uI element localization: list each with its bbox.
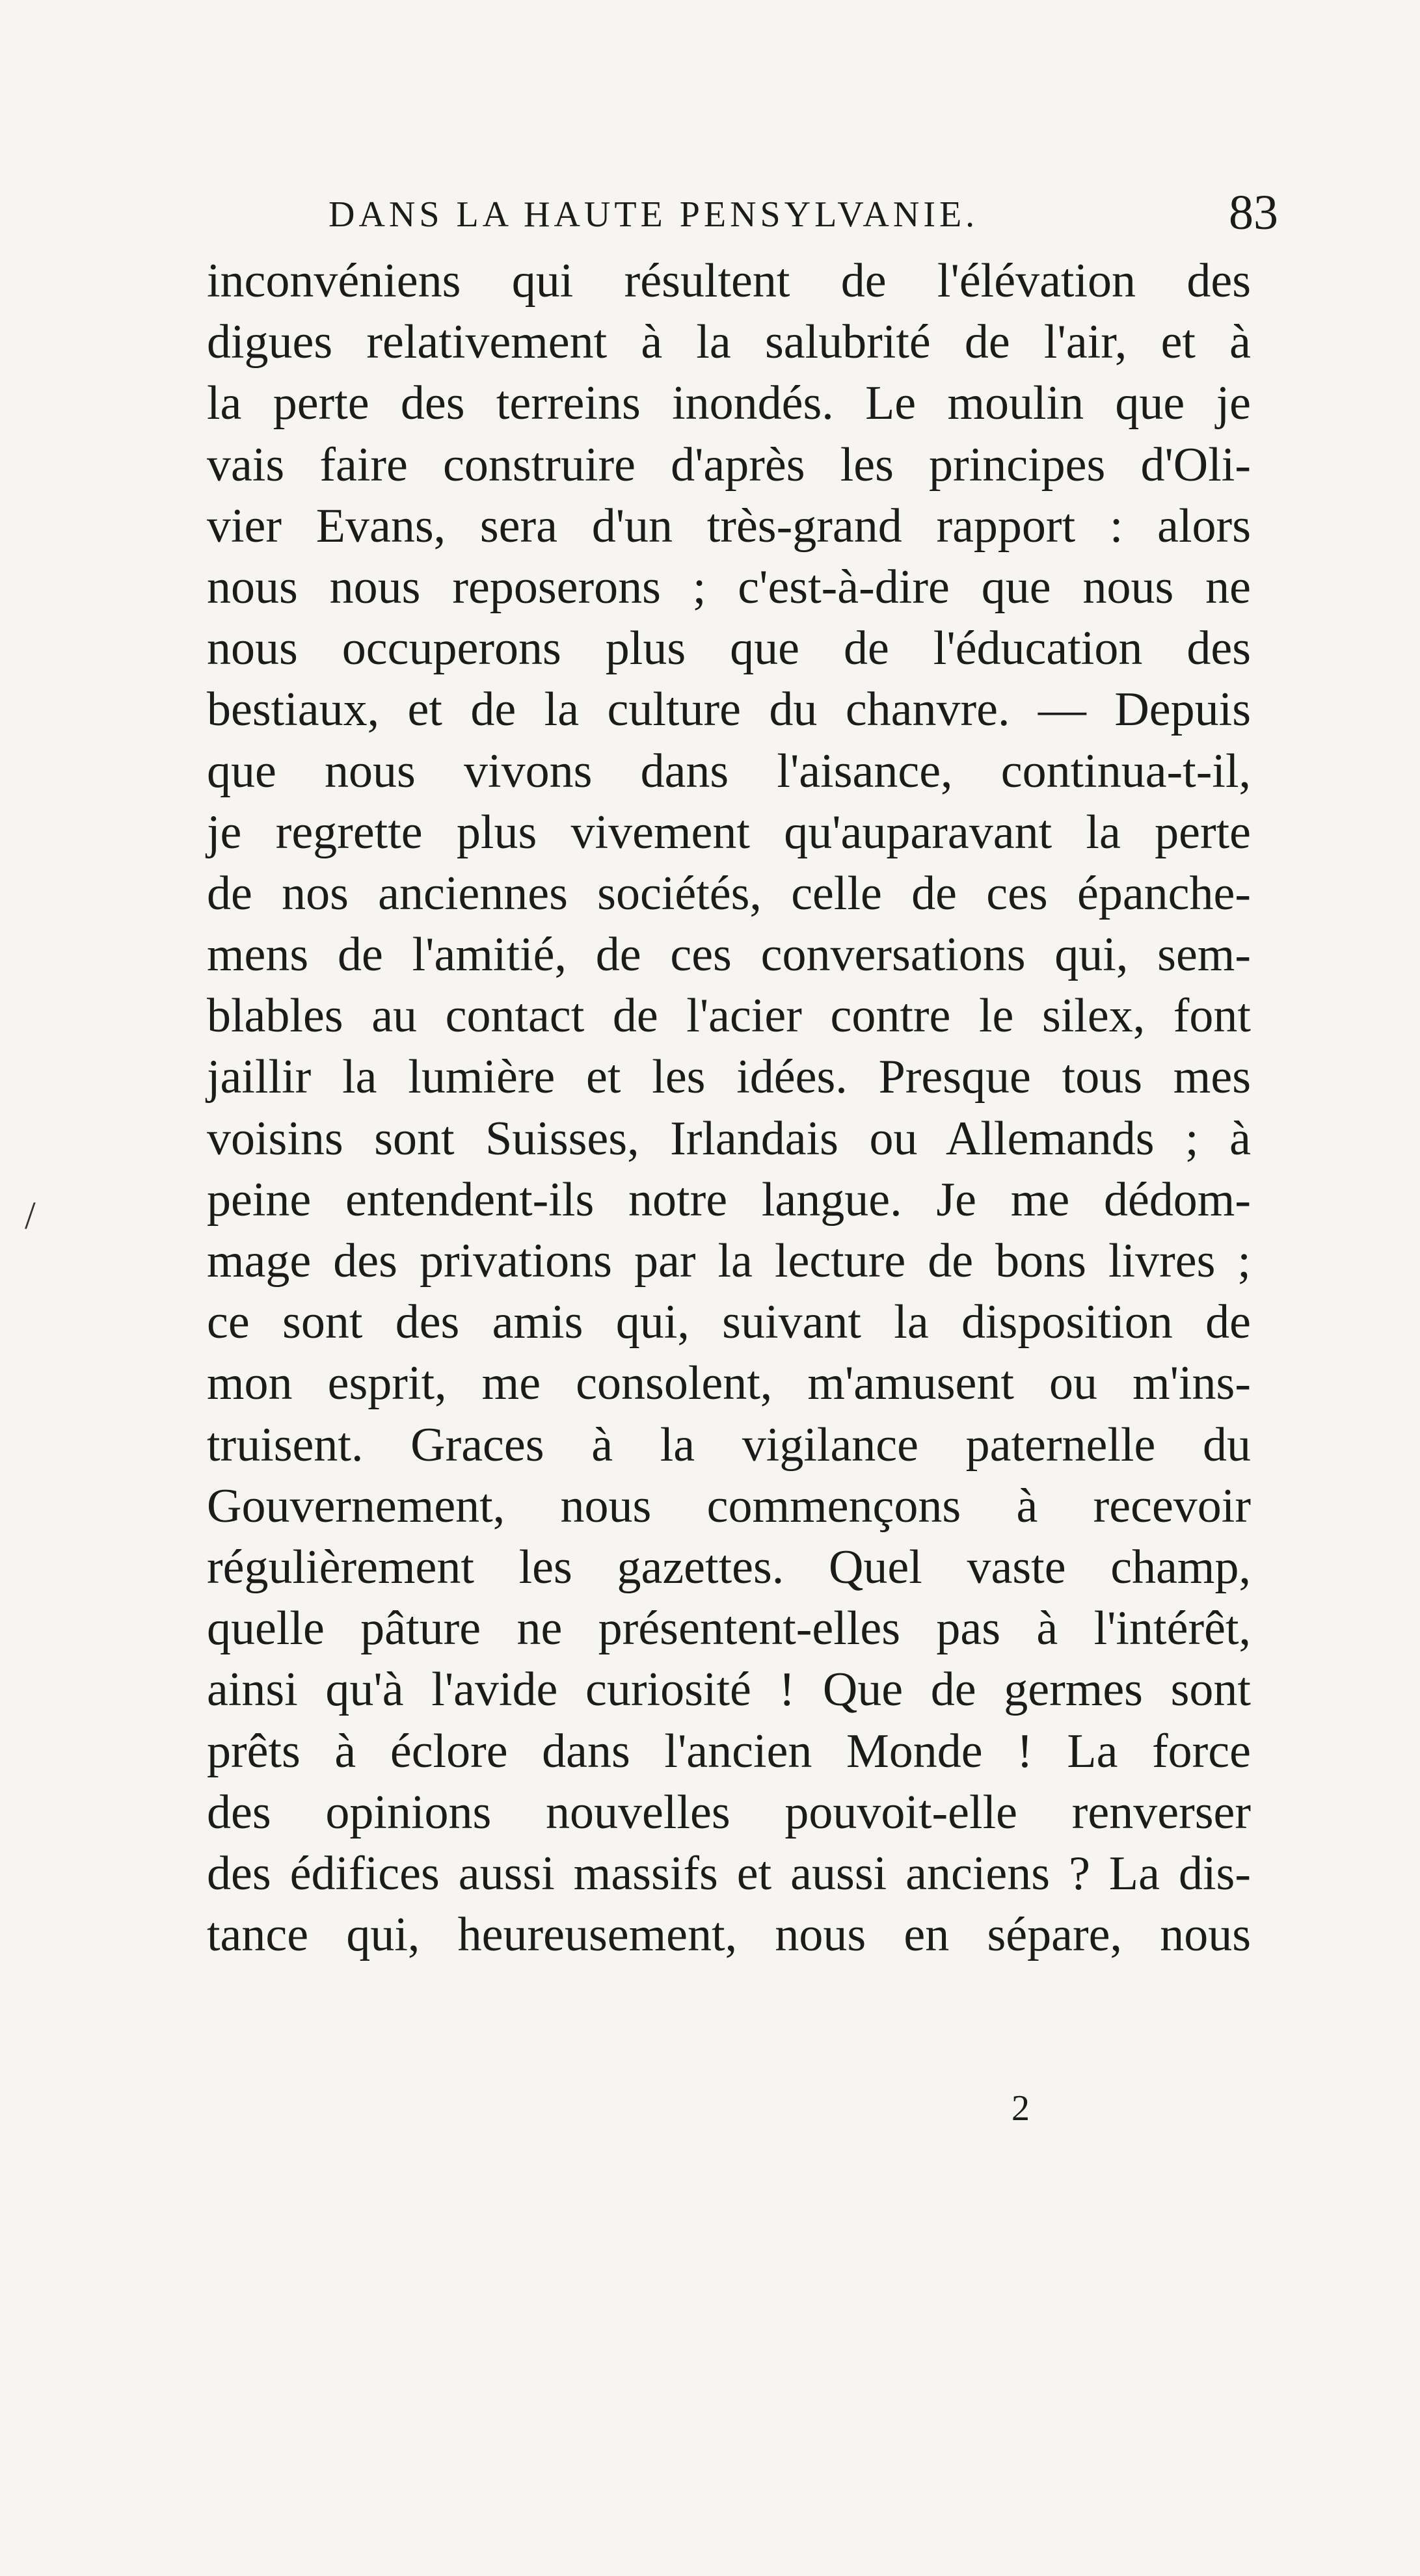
signature-mark: 2 xyxy=(1011,2088,1030,2129)
text-line: de nos anciennes sociétés, celle de ces épanche- xyxy=(207,866,1251,920)
text-line: bestiaux, et de la culture du chanvre. — Depuis xyxy=(207,683,1251,737)
text-line: nous occuperons plus que de l'éducation des xyxy=(207,622,1251,676)
text-line: digues relativement à la salubrité de l'air, et à xyxy=(207,315,1251,369)
text-line: truisent. Graces à la vigilance paternelle du xyxy=(207,1418,1251,1472)
running-title: DANS LA HAUTE PENSYLVANIE. xyxy=(328,194,979,235)
text-line: mon esprit, me consolent, m'amusent ou m'ins- xyxy=(207,1357,1251,1411)
body-text xyxy=(207,250,1251,1965)
text-line: blables au contact de l'acier contre le silex, font xyxy=(207,989,1251,1043)
page-number: 83 xyxy=(1229,185,1278,240)
text-line: des édifices aussi massifs et aussi anciens ? La dis- xyxy=(207,1846,1251,1900)
margin-mark: / xyxy=(25,1194,36,1237)
text-line: que nous vivons dans l'aisance, continua-t-il, xyxy=(207,744,1251,798)
text-line: mens de l'amitié, de ces conversations qui, sem- xyxy=(207,928,1251,982)
text-line: ce sont des amis qui, suivant la disposition de xyxy=(207,1295,1251,1349)
text-line: la perte des terreins inondés. Le moulin que je xyxy=(207,377,1251,431)
text-line: prêts à éclore dans l'ancien Monde ! La force xyxy=(207,1724,1251,1778)
text-line: voisins sont Suisses, Irlandais ou Allemands ; à xyxy=(207,1111,1251,1165)
text-line: nous nous reposerons ; c'est-à-dire que nous ne xyxy=(207,560,1251,614)
text-line: vais faire construire d'après les principes d'Oli- xyxy=(207,438,1251,492)
running-head xyxy=(328,185,1278,250)
text-line: je regrette plus vivement qu'auparavant la perte xyxy=(207,805,1251,859)
text-line: régulièrement les gazettes. Quel vaste champ, xyxy=(207,1540,1251,1594)
text-line: Gouvernement, nous commençons à recevoir xyxy=(207,1479,1251,1533)
text-line: quelle pâture ne présentent-elles pas à l'intérêt, xyxy=(207,1602,1251,1656)
text-line: inconvéniens qui résultent de l'élévation des xyxy=(207,254,1251,308)
text-line: des opinions nouvelles pouvoit-elle renverser xyxy=(207,1785,1251,1839)
text-line: ainsi qu'à l'avide curiosité ! Que de germes sont xyxy=(207,1663,1251,1717)
text-line: jaillir la lumière et les idées. Presque tous mes xyxy=(207,1050,1251,1104)
text-line: vier Evans, sera d'un très-grand rapport : alors xyxy=(207,499,1251,553)
text-line: tance qui, heureusement, nous en sépare, nous xyxy=(207,1908,1251,1962)
text-line: mage des privations par la lecture de bons livres ; xyxy=(207,1234,1251,1288)
text-line: peine entendent-ils notre langue. Je me dédom- xyxy=(207,1173,1251,1227)
